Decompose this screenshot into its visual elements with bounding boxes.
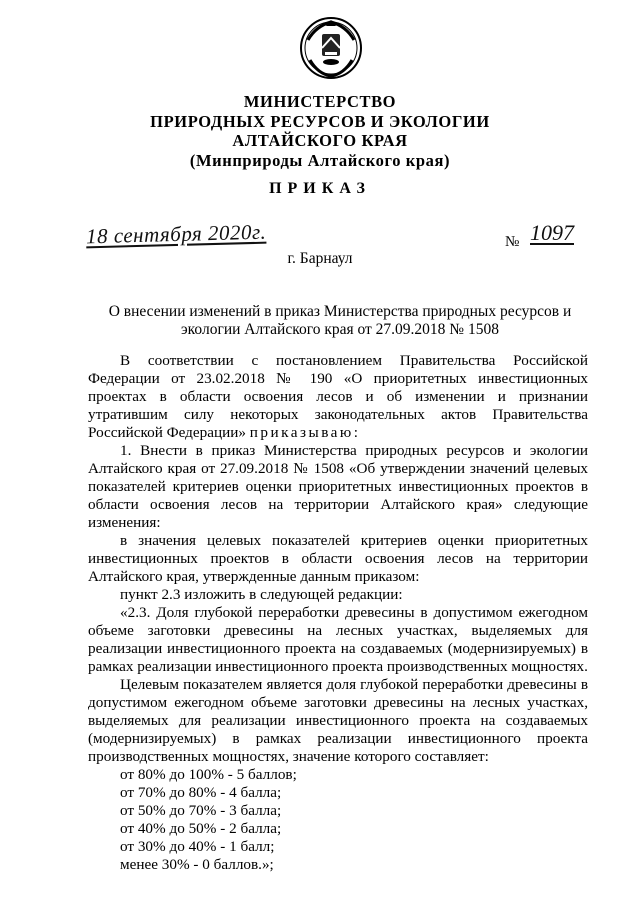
- paragraph-preamble: [88, 352, 588, 442]
- list-item: от 70% до 80% - 4 балла;: [120, 784, 282, 801]
- document-body: [88, 352, 588, 874]
- coat-of-arms-emblem: [296, 12, 366, 82]
- handwritten-date: 18 сентября 2020г.: [85, 219, 267, 249]
- order-word: приказываю:: [249, 424, 361, 441]
- paragraph-values: в значения целевых показателей критериев оценки приоритетных инвестиционных проектов в области освоения лесов на территории Алтайского края, утвержденные данным приказом:: [88, 532, 588, 585]
- score-list: [88, 766, 588, 874]
- handwritten-number: 1097: [530, 220, 574, 245]
- list-item: от 80% до 100% - 5 баллов;: [120, 766, 297, 783]
- list-item: менее 30% - 0 баллов.»;: [120, 856, 274, 873]
- ministry-line-3: АЛТАЙСКОГО КРАЯ: [232, 131, 408, 150]
- document-subject: О внесении изменений в приказ Министерства природных ресурсов и экологии Алтайского края от 27.09.2018 № 1508: [108, 303, 572, 338]
- city: г. Барнаул: [287, 250, 353, 267]
- number-label: №: [505, 234, 520, 250]
- paragraph-point: пункт 2.3 изложить в следующей редакции:: [120, 586, 403, 603]
- ministry-line-2: ПРИРОДНЫХ РЕСУРСОВ И ЭКОЛОГИИ: [150, 111, 490, 131]
- preamble-text: В соответствии с постановлением Правительства Российской Федерации от 23.02.2018 № 190 «О приоритетных инвестиционных проектах в области освоения лесов и об изменении и признании утратившим силу некоторых законодательных актов Правительства Российской Федерации»: [88, 352, 588, 441]
- paragraph-quote: «2.3. Доля глубокой переработки древесины в допустимом ежегодном объеме заготовки древесины на лесных участках, выделяемых для реализации инвестиционного проекта на создаваемых (модернизируемых) в рамках реализации инвестиционного проекта производственных мощностях.: [88, 604, 588, 675]
- ministry-short-name: (Минприроды Алтайского края): [189, 150, 451, 170]
- list-item: от 50% до 70% - 3 балла;: [120, 802, 282, 819]
- list-item: от 30% до 40% - 1 балл;: [120, 838, 275, 855]
- ministry-name: [0, 92, 640, 170]
- paragraph-item-1: 1. Внести в приказ Министерства природных ресурсов и экологии Алтайского края от 27.09.2018 № 1508 «Об утверждении значений целевых показателей критериев оценки приоритетных инвестиционных проектов в области освоения лесов на территории Алтайского края» следующие изменения:: [88, 442, 588, 531]
- paragraph-target: Целевым показателем является доля глубокой переработки древесины в допустимом ежегодном объеме заготовки древесины на лесных участках, выделяемых для реализации инвестиционного проекта на создаваемых (модернизируемых) в рамках реализации инвестиционного проекта производственных мощностях, значение которого составляет:: [88, 676, 588, 765]
- list-item: от 40% до 50% - 2 балла;: [120, 820, 282, 837]
- document-type: ПРИКАЗ: [269, 180, 371, 197]
- ministry-line-1: МИНИСТЕРСТВО: [243, 92, 397, 111]
